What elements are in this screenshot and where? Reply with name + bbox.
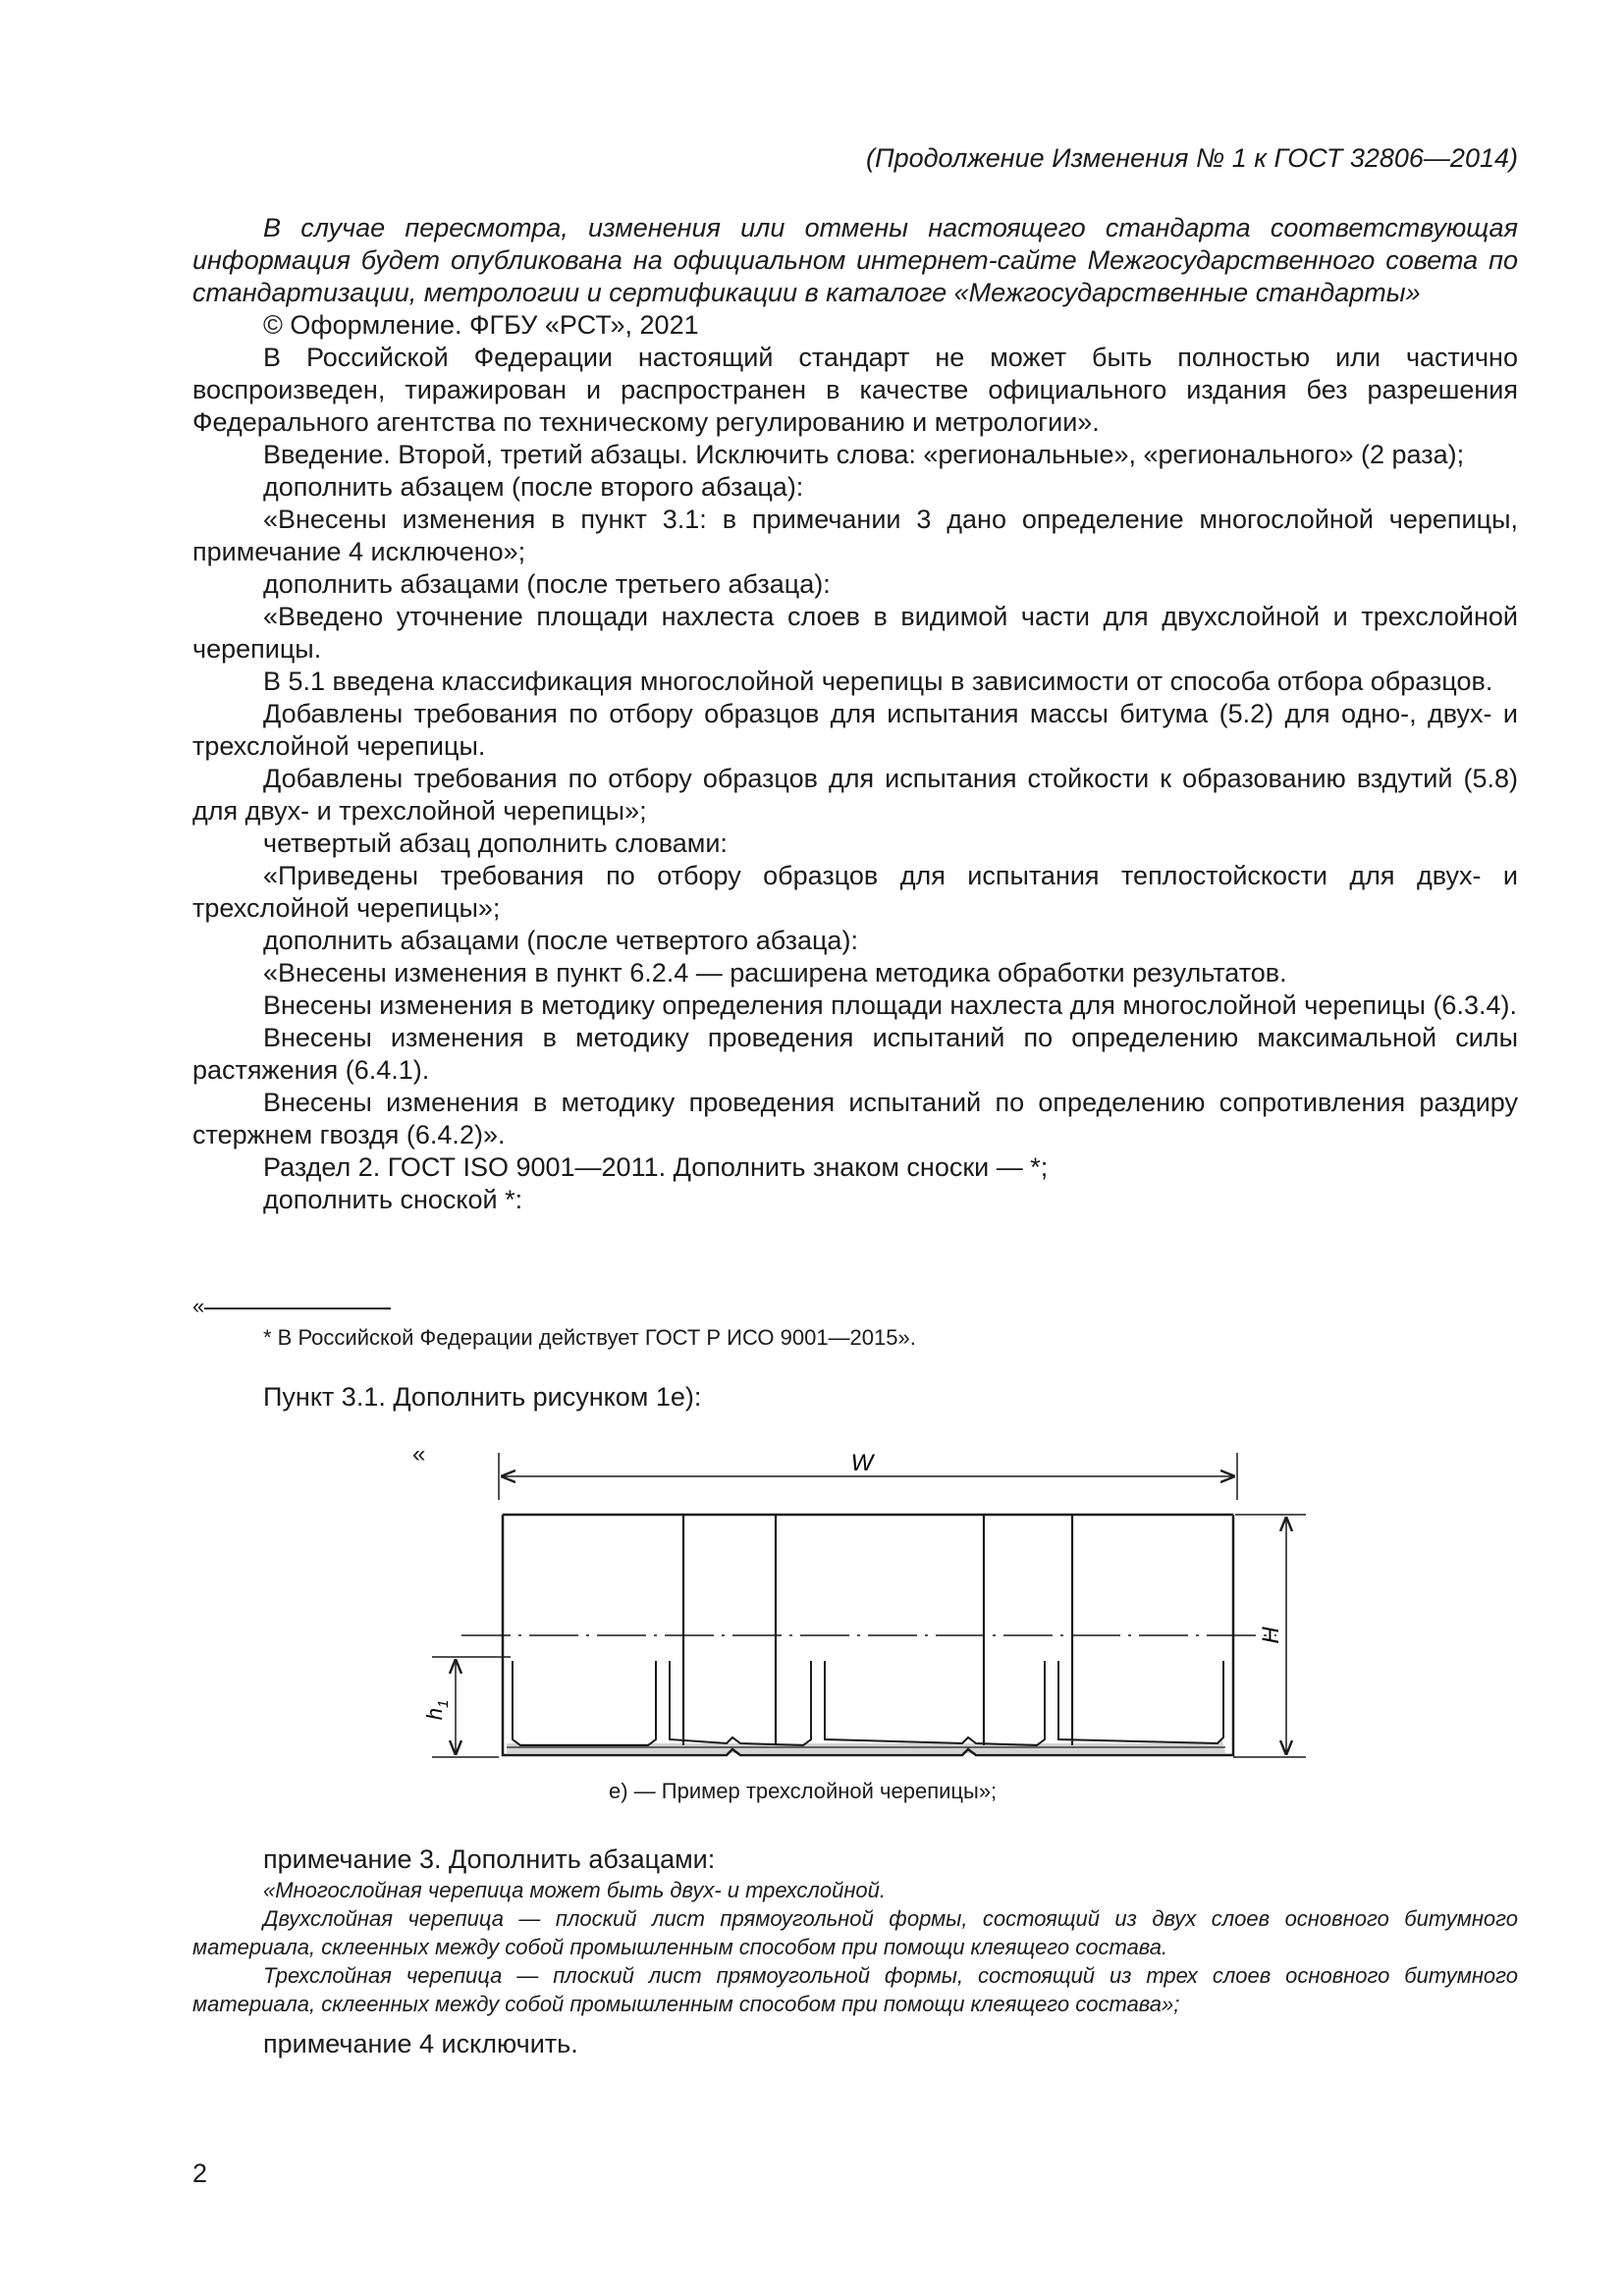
- paragraph: Введение. Второй, третий абзацы. Исключить слова: «региональные», «регионального» (2 раза);: [263, 440, 1465, 469]
- paragraph: Внесены изменения в методику проведения испытаний по определению максимальной силы растяжения (6.4.1).: [192, 1023, 1518, 1085]
- paragraph: «Внесены изменения в пункт 3.1: в примечании 3 дано определение многослойной черепицы, примечание 4 исключено»;: [192, 505, 1518, 566]
- paragraph: «Приведены требования по отбору образцов для испытания теплостойскости для двух- и трехслойной черепицы»;: [192, 861, 1518, 923]
- paragraph: Внесены изменения в методику определения площади нахлеста для многослойной черепицы (6.3.4).: [263, 990, 1517, 1020]
- amendment-body: [192, 212, 1518, 1216]
- paragraph: четвертый абзац дополнить словами:: [263, 828, 728, 858]
- note-paragraph: «Многослойная черепица может быть двух- и трехслойной.: [263, 1878, 887, 1902]
- footnote-text: * В Российской Федерации действует ГОСТ Р ИСО 9001—2015».: [263, 1325, 916, 1350]
- svg-text:h1: [422, 1700, 452, 1721]
- footnote-rule: [204, 1308, 391, 1309]
- figure-caption: е) — Пример трехслойной черепицы»;: [609, 1779, 998, 1803]
- note-block: [192, 1843, 1518, 2060]
- paragraph: В Российской Федерации настоящий стандарт не может быть полностью или частично воспроизведен, тиражирован и распространен в качестве официального издания без разрешения Федерального агентства по техническому регулированию и метрологии».: [192, 343, 1518, 437]
- note-paragraph: Трехслойная черепица — плоский лист прямоугольной формы, состоящий из трех слоев основного битумного материала, склеенных между собой промышленным способом при помощи клеящего состава»;: [192, 1963, 1518, 2016]
- paragraph: «Введено уточнение площади нахлеста слоев в видимой части для двухслойной и трехслойной черепицы.: [192, 602, 1518, 664]
- footnote-open-quote: «: [192, 1294, 205, 1318]
- paragraph: дополнить абзацами (после четвертого абзаца):: [263, 926, 858, 955]
- note-paragraph: Двухслойная черепица — плоский лист прямоугольной формы, состоящий из двух слоев основного битумного материала, склеенных между собой промышленным способом при помощи клеящего состава.: [192, 1906, 1518, 1959]
- page-number: 2: [192, 2159, 208, 2188]
- paragraph: «Внесены изменения в пункт 6.2.4 — расширена методика обработки результатов.: [263, 958, 1287, 988]
- note-closing: примечание 4 исключить.: [263, 2029, 578, 2058]
- paragraph: Раздел 2. ГОСТ ISO 9001—2011. Дополнить знаком сноски — *;: [263, 1152, 1049, 1182]
- paragraph: В случае пересмотра, изменения или отмены настоящего стандарта соответствующая информация будет опубликована на официальном интернет-сайте Межгосударственного совета по стандартизации, метрологии и сертификации в каталоге «Межгосударственные стандарты»: [192, 213, 1518, 307]
- label-h: H: [1258, 1627, 1284, 1644]
- dimension-h1: [422, 1657, 511, 1757]
- label-h1-sub: 1: [435, 1699, 452, 1709]
- paragraph: дополнить абзацами (после третьего абзаца):: [263, 569, 831, 599]
- dimension-w: [499, 1450, 1237, 1500]
- paragraph: © Оформление. ФГБУ «РСТ», 2021: [263, 310, 699, 340]
- label-h1: h: [422, 1708, 447, 1721]
- item-3-1-instruction: Пункт 3.1. Дополнить рисунком 1е):: [263, 1382, 702, 1412]
- shingle-outline: [461, 1515, 1276, 1755]
- paragraph: Добавлены требования по отбору образцов для испытания стойкости к образованию вздутий (5.8) для двух- и трехслойной черепицы»;: [192, 764, 1518, 826]
- shingle-figure: [412, 1443, 1316, 1777]
- paragraph: дополнить абзацем (после второго абзаца):: [263, 472, 804, 502]
- page-header: (Продолжение Изменения № 1 к ГОСТ 32806—2014): [866, 143, 1518, 173]
- note-heading: примечание 3. Дополнить абзацами:: [263, 1844, 716, 1874]
- label-w: W: [850, 1450, 874, 1476]
- paragraph: В 5.1 введена классификация многослойной черепицы в зависимости от способа отбора образцов.: [263, 667, 1493, 696]
- paragraph: дополнить сноской *:: [263, 1185, 523, 1214]
- figure-open-quote: «: [412, 1441, 426, 1468]
- paragraph: Внесены изменения в методику проведения испытаний по определению сопротивления раздиру стержнем гвоздя (6.4.2)».: [192, 1088, 1518, 1149]
- paragraph: Добавлены требования по отбору образцов для испытания массы битума (5.2) для одно-, двух- и трехслойной черепицы.: [192, 699, 1518, 761]
